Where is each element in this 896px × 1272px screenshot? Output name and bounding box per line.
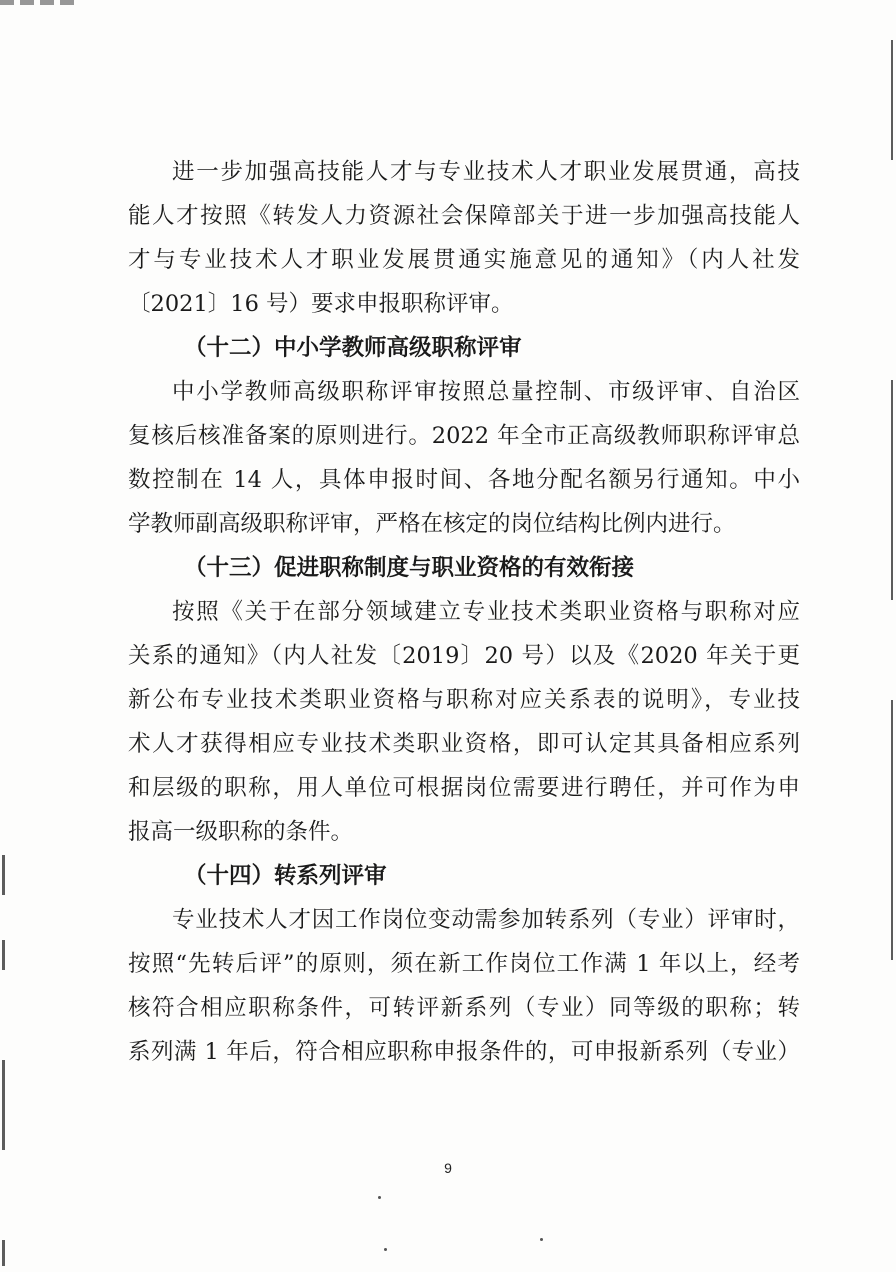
scan-artifact	[0, 0, 80, 5]
section-heading: （十四）转系列评审	[184, 863, 387, 889]
paragraph-line: 核符合相应职称条件，可转评新系列（专业）同等级的职称；转	[128, 995, 800, 1021]
paragraph-line: 中小学教师高级职称评审按照总量控制、市级评审、自治区	[172, 379, 800, 405]
paragraph-line: 〔2021〕16 号）要求申报职称评审。	[128, 291, 514, 317]
paragraph-line: 新公布专业技术类职业资格与职称对应关系表的说明》，专业技	[128, 687, 800, 713]
scan-artifact	[2, 1060, 5, 1150]
paragraph-line: 才与专业技术人才职业发展贯通实施意见的通知》（内人社发	[128, 247, 800, 273]
scan-artifact	[891, 380, 893, 600]
paragraph-line: 术人才获得相应专业技术类职业资格，即可认定其具备相应系列	[128, 731, 800, 757]
scan-artifact	[891, 40, 893, 160]
paragraph-line: 按照《关于在部分领域建立专业技术类职业资格与职称对应	[172, 599, 800, 625]
paragraph-line: 学教师副高级职称评审，严格在核定的岗位结构比例内进行。	[128, 511, 736, 537]
paragraph-line: 关系的通知》（内人社发〔2019〕20 号）以及《2020 年关于更	[128, 643, 800, 669]
scan-artifact	[2, 1240, 5, 1266]
paragraph-line: 和层级的职称，用人单位可根据岗位需要进行聘任，并可作为申	[128, 775, 800, 801]
section-heading: （十三）促进职称制度与职业资格的有效衔接	[184, 555, 635, 581]
scan-artifact	[2, 855, 5, 895]
paragraph-line: 系列满 1 年后，符合相应职称申报条件的，可申报新系列（专业）	[128, 1039, 800, 1065]
scan-artifact	[384, 1248, 387, 1251]
paragraph-line: 按照“先转后评”的原则，须在新工作岗位工作满 1 年以上，经考	[128, 951, 800, 977]
scan-artifact	[540, 1238, 543, 1241]
section-heading: （十二）中小学教师高级职称评审	[184, 335, 522, 361]
paragraph-line: 进一步加强高技能人才与专业技术人才职业发展贯通，高技	[172, 159, 800, 185]
document-body	[128, 150, 800, 1074]
paragraph-line: 复核后核准备案的原则进行。2022 年全市正高级教师职称评审总	[128, 423, 800, 449]
scan-artifact	[2, 940, 5, 970]
scan-artifact	[378, 1196, 381, 1199]
paragraph-line: 专业技术人才因工作岗位变动需参加转系列（专业）评审时，	[172, 907, 800, 933]
paragraph-line: 数控制在 14 人，具体申报时间、各地分配名额另行通知。中小	[128, 467, 800, 493]
paragraph-line: 报高一级职称的条件。	[128, 819, 354, 845]
page-number: 9	[444, 1160, 452, 1176]
paragraph-line: 能人才按照《转发人力资源社会保障部关于进一步加强高技能人	[128, 203, 800, 229]
scan-artifact	[891, 700, 893, 960]
